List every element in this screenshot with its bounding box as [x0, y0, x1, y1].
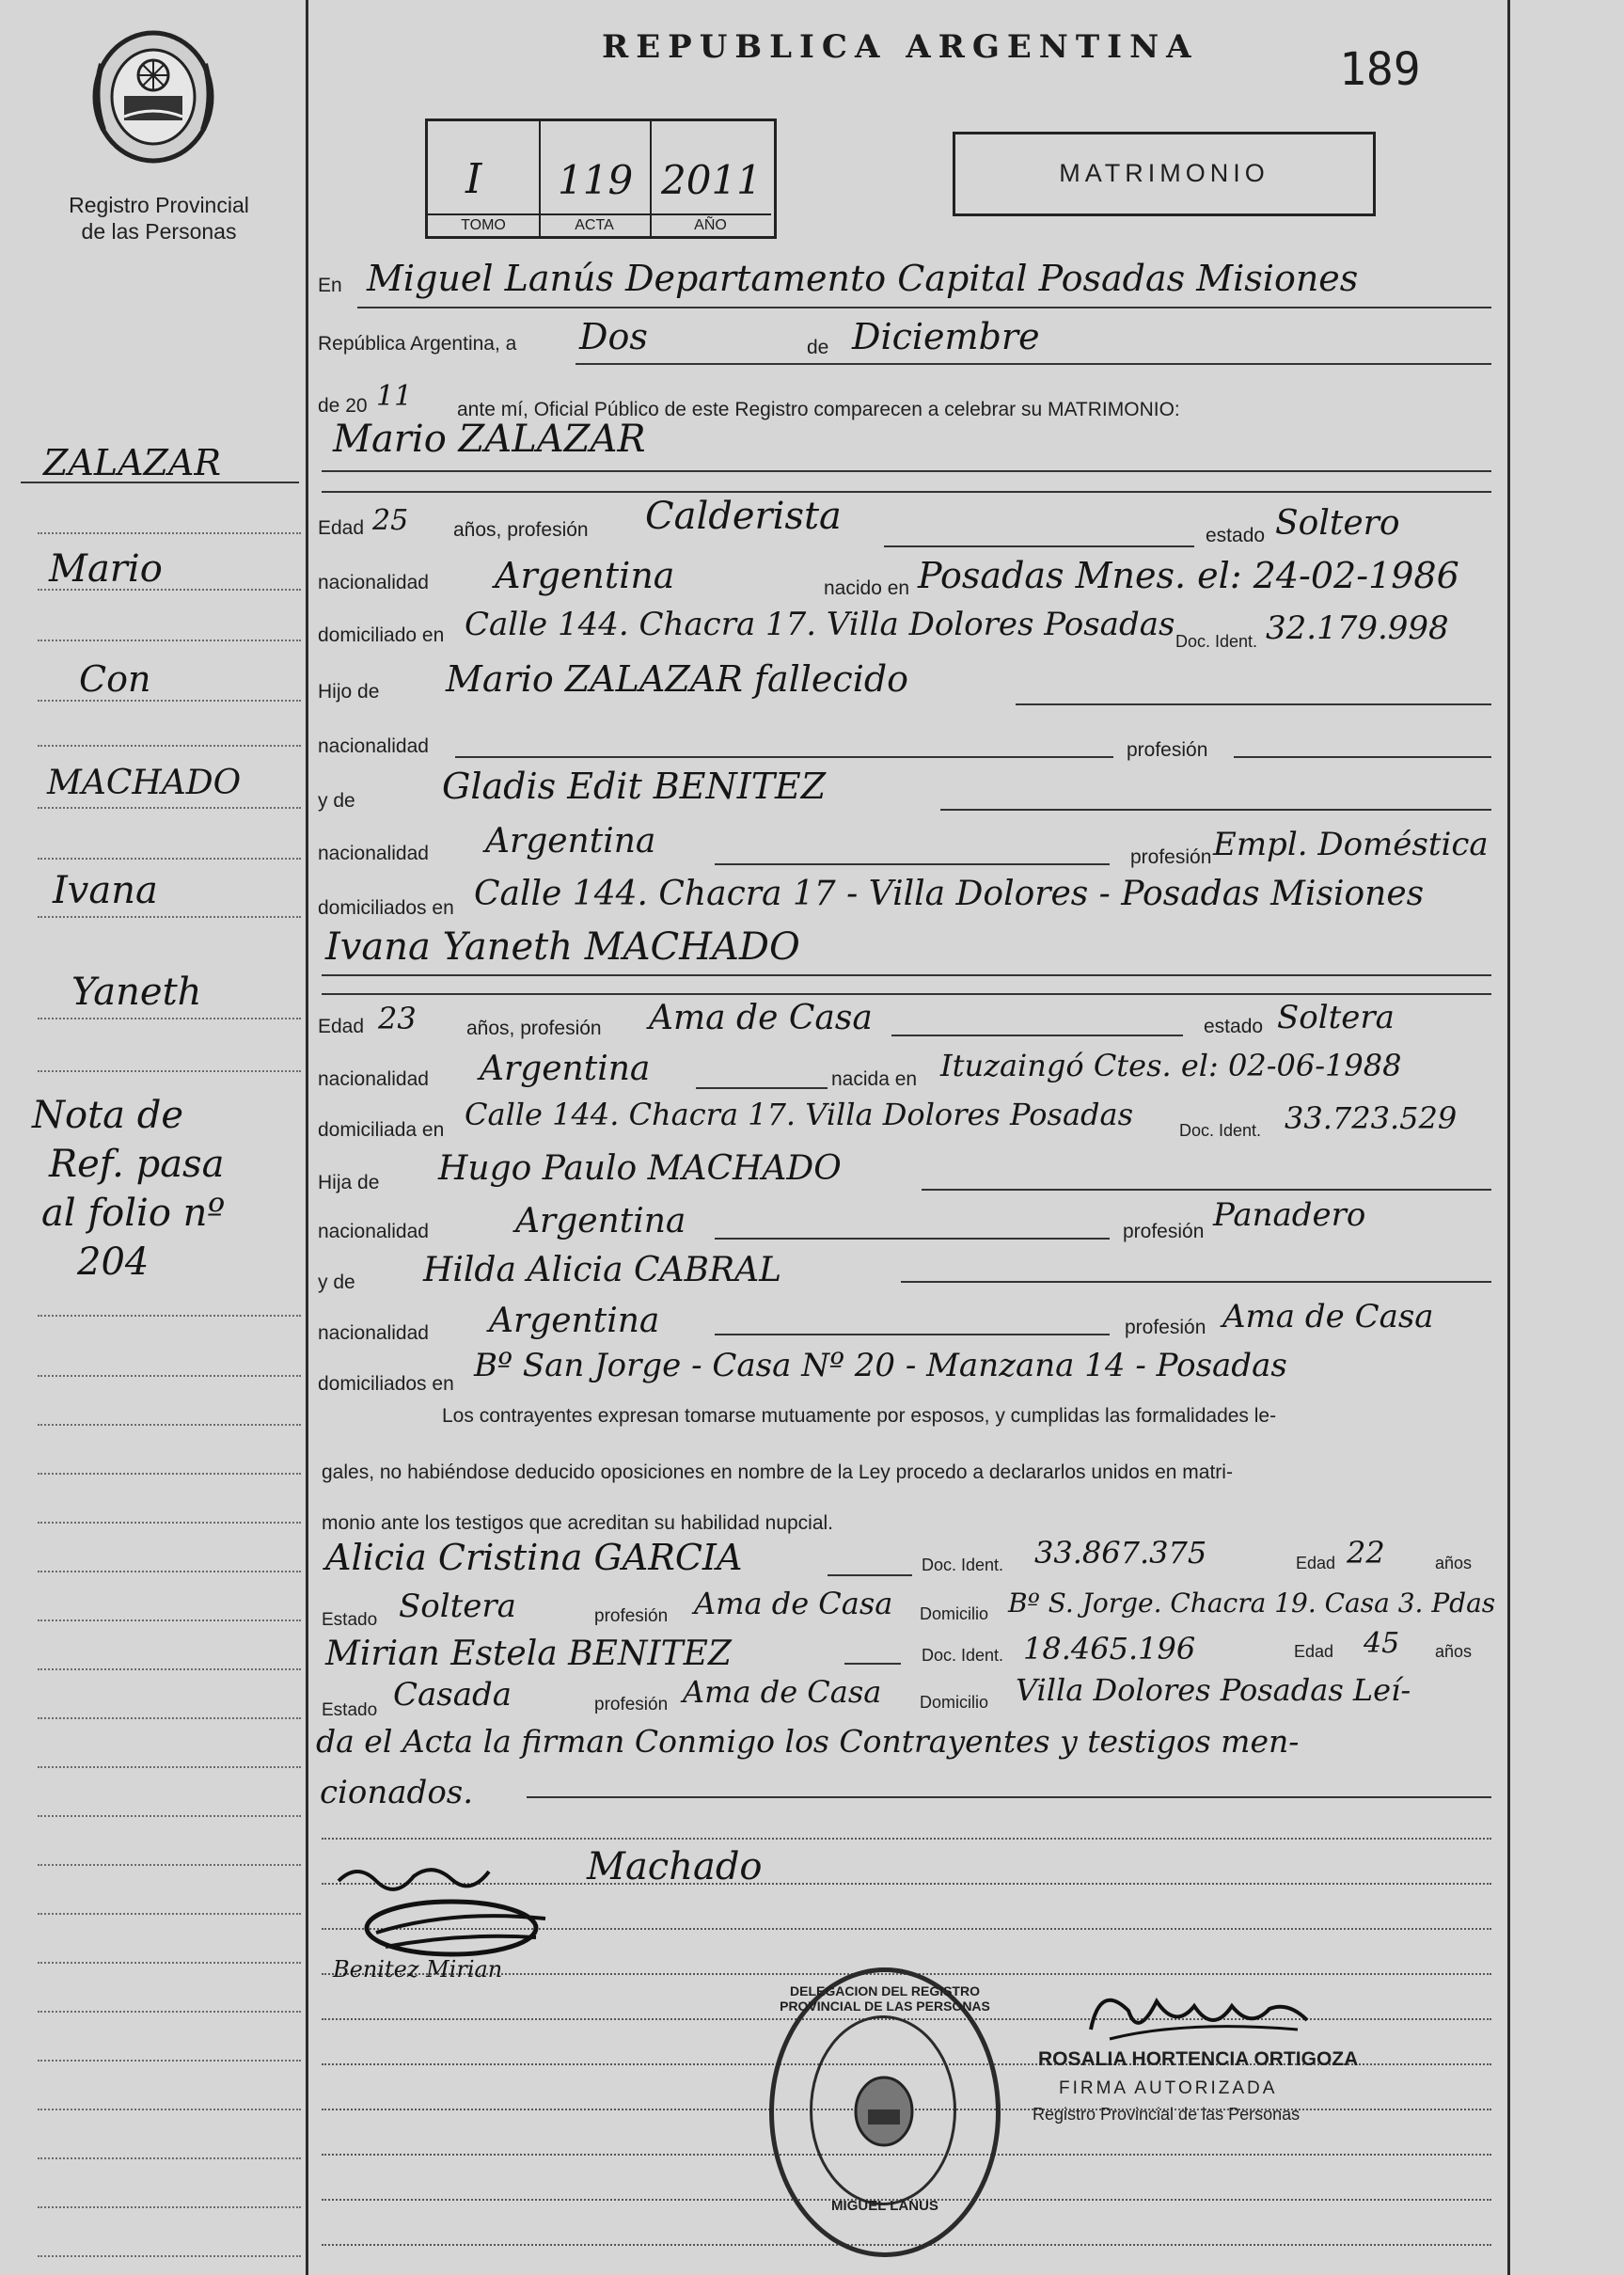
bride-father-profession: Panadero	[1213, 1196, 1366, 1234]
label-estado: Estado	[322, 1700, 378, 1720]
bride-birth: Ituzaingó Ctes. el: 02-06-1988	[940, 1048, 1402, 1083]
registry-name-line2: de las Personas	[81, 219, 237, 244]
margin-dotted-line	[38, 1668, 301, 1670]
form-line	[575, 363, 1491, 365]
margin-dotted-line	[38, 1717, 301, 1719]
groom-status: Soltero	[1275, 504, 1400, 543]
margin-dotted-line	[38, 1571, 301, 1572]
groom-mother: Gladis Edit BENITEZ	[442, 766, 827, 807]
label-doc-ident: Doc. Ident.	[922, 1556, 1004, 1574]
country-title: REPUBLICA ARGENTINA	[602, 28, 1199, 66]
form-line	[884, 545, 1194, 547]
form-line	[922, 1189, 1491, 1191]
acta-label: ACTA	[539, 213, 650, 236]
groom-name: Mario ZALAZAR	[333, 418, 646, 461]
label-estado: Estado	[322, 1610, 378, 1630]
form-line	[357, 307, 1491, 308]
bride-mother: Hilda Alicia CABRAL	[423, 1251, 781, 1289]
margin-dotted-line	[38, 1815, 301, 1817]
margin-name-groom: Mario	[49, 547, 163, 591]
label-domicilio: Domicilio	[920, 1604, 989, 1623]
label-nacionalidad: nacionalidad	[318, 1068, 429, 1090]
label-profesion: profesión	[1123, 1221, 1205, 1242]
label-edad: Edad	[318, 1016, 365, 1037]
witness1-age: 22	[1347, 1535, 1385, 1571]
label-doc-ident: Doc. Ident.	[1179, 1121, 1262, 1140]
doc-type-box	[953, 132, 1376, 216]
official-signature-icon	[1072, 1973, 1317, 2058]
label-en: En	[318, 275, 342, 296]
witness-signature: Benitez Mirian	[333, 1956, 503, 1983]
margin-note-line: Nota de	[32, 1094, 183, 1137]
label-edad: Edad	[1296, 1554, 1336, 1572]
label-y-de: y de	[318, 790, 355, 812]
margin-reference-note	[32, 1091, 225, 1287]
label-domiciliados-en: domiciliados en	[318, 1373, 454, 1395]
marriage-day: Dos	[579, 316, 648, 357]
form-line	[322, 974, 1491, 976]
stamp-place: MIGUEL LANUS	[831, 2198, 938, 2214]
bride-parents-address: Bº San Jorge - Casa Nº 20 - Manzana 14 - Posadas	[474, 1347, 1287, 1384]
margin-dotted-line	[38, 1473, 301, 1475]
bride-profession: Ama de Casa	[649, 999, 873, 1037]
label-nacionalidad: nacionalidad	[318, 843, 429, 864]
registry-name-line1: Registro Provincial	[69, 193, 249, 217]
margin-dotted-line	[38, 589, 301, 591]
label-profesion: profesión	[594, 1695, 669, 1714]
groom-profession: Calderista	[645, 495, 842, 538]
bride-signature: Machado	[587, 1845, 763, 1888]
margin-dotted-line	[38, 1619, 301, 1621]
declaration-line-2: gales, no habiéndose deducido oposiciones en nombre de la Ley procedo a declararlos unidos en matri-	[322, 1461, 1233, 1483]
form-line	[901, 1281, 1491, 1283]
marriage-year-suffix: 11	[376, 380, 413, 413]
label-anios: años	[1435, 1642, 1473, 1661]
margin-column-border	[306, 0, 308, 2275]
form-line	[527, 1796, 1491, 1798]
form-line	[715, 1334, 1110, 1335]
acta-value: 119	[558, 157, 634, 203]
stamp-emblem-icon	[851, 2074, 917, 2149]
margin-dotted-line	[38, 640, 301, 641]
doc-type-label: MATRIMONIO	[1059, 159, 1269, 187]
label-estado: estado	[1206, 525, 1266, 546]
label-hijo-de: Hijo de	[318, 681, 380, 703]
margin-dotted-line	[38, 1913, 301, 1915]
witness1-address: Bº S. Jorge. Chacra 19. Casa 3. Pdas	[1008, 1588, 1496, 1619]
form-line	[322, 993, 1491, 995]
margin-dotted-line	[38, 2060, 301, 2062]
witness1-profession: Ama de Casa	[694, 1586, 893, 1621]
form-line	[322, 491, 1491, 493]
witness1-name: Alicia Cristina GARCIA	[325, 1537, 743, 1578]
bride-father: Hugo Paulo MACHADO	[438, 1149, 842, 1188]
margin-underline	[21, 482, 299, 483]
label-estado: estado	[1204, 1016, 1264, 1037]
official-role: FIRMA AUTORIZADA	[1059, 2078, 1278, 2098]
witness1-dni: 33.867.375	[1034, 1535, 1207, 1571]
marriage-place: Miguel Lanús Departamento Capital Posadas Misiones	[367, 258, 1359, 299]
bride-name: Ivana Yaneth MACHADO	[325, 925, 800, 969]
groom-signature-icon	[329, 1843, 564, 1975]
signature-line	[322, 1838, 1491, 1840]
anio-value: 2011	[661, 157, 762, 203]
form-line	[1016, 703, 1491, 705]
label-doc-ident: Doc. Ident.	[922, 1646, 1004, 1665]
groom-dni: 32.179.998	[1266, 609, 1449, 647]
margin-name-bride: Ivana	[53, 869, 158, 912]
margin-con: Con	[79, 658, 151, 700]
margin-note-line: Ref. pasa	[49, 1143, 225, 1186]
margin-dotted-line	[38, 1375, 301, 1377]
form-line	[715, 1238, 1110, 1240]
form-line	[940, 809, 1491, 811]
witness2-address: Villa Dolores Posadas Leí-	[1016, 1672, 1411, 1708]
bride-nationality: Argentina	[480, 1050, 651, 1088]
form-line	[1234, 756, 1491, 758]
margin-dotted-line	[38, 700, 301, 702]
anio-cell	[650, 121, 771, 236]
margin-dotted-line	[38, 2206, 301, 2208]
bride-address: Calle 144. Chacra 17. Villa Dolores Posadas	[465, 1097, 1133, 1132]
margin-dotted-line	[38, 1070, 301, 1072]
margin-surname-bride: MACHADO	[47, 764, 242, 802]
label-profesion: profesión	[1127, 739, 1208, 761]
bride-mother-nationality: Argentina	[489, 1302, 660, 1340]
margin-dotted-line	[38, 745, 301, 747]
label-hija-de: Hija de	[318, 1172, 380, 1193]
bride-dni: 33.723.529	[1285, 1100, 1458, 1136]
margin-note-line: 204	[77, 1240, 150, 1284]
margin-dotted-line	[38, 1315, 301, 1317]
witness2-age: 45	[1364, 1627, 1400, 1660]
label-nacido-en: nacido en	[824, 577, 910, 599]
label-domiciliados-en: domiciliados en	[318, 897, 454, 919]
witness2-status: Casada	[393, 1676, 512, 1714]
form-line	[828, 1574, 912, 1576]
margin-dotted-line	[38, 807, 301, 809]
province-seal-icon	[83, 26, 224, 167]
form-line	[696, 1087, 828, 1089]
label-de: de	[807, 337, 829, 358]
label-ante-mi: ante mí, Oficial Público de este Registro comparecen a celebrar su MATRIMONIO:	[457, 399, 1180, 420]
label-domiciliado-en: domiciliado en	[318, 624, 445, 646]
label-nacionalidad: nacionalidad	[318, 1322, 429, 1344]
margin-dotted-line	[38, 1864, 301, 1866]
groom-nationality: Argentina	[495, 555, 675, 596]
label-y-de: y de	[318, 1272, 355, 1293]
marriage-month: Diciembre	[852, 316, 1040, 357]
label-profesion: profesión	[1125, 1317, 1206, 1338]
label-nacionalidad: nacionalidad	[318, 1221, 429, 1242]
label-anios-profesion: años, profesión	[453, 519, 589, 541]
label-doc-ident: Doc. Ident.	[1175, 632, 1258, 651]
label-domicilio: Domicilio	[920, 1693, 989, 1712]
label-anios: años	[1435, 1554, 1473, 1572]
official-org: Registro Provincial de las Personas	[1033, 2105, 1301, 2124]
margin-dotted-line	[38, 2011, 301, 2013]
registry-stamp-icon	[769, 1967, 1001, 2257]
margin-dotted-line	[38, 916, 301, 918]
witness2-dni: 18.465.196	[1023, 1631, 1196, 1667]
label-anios-profesion: años, profesión	[466, 1018, 602, 1039]
margin-dotted-line	[38, 2109, 301, 2110]
label-edad: Edad	[318, 517, 365, 539]
declaration-line-1: Los contrayentes expresan tomarse mutuamente por esposos, y cumplidas las formalidades le-	[442, 1405, 1277, 1427]
form-line	[322, 470, 1491, 472]
margin-note-line: al folio nº	[41, 1192, 226, 1235]
groom-age: 25	[372, 504, 409, 537]
margin-surname-groom: ZALAZAR	[43, 442, 221, 483]
tomo-acta-anio-box	[425, 118, 777, 239]
label-de-year: de 20	[318, 395, 368, 417]
groom-parents-address: Calle 144. Chacra 17 - Villa Dolores - Posadas Misiones	[474, 875, 1425, 913]
witness2-profession: Ama de Casa	[683, 1674, 882, 1710]
declaration-line-3: monio ante los testigos que acreditan su habilidad nupcial.	[322, 1512, 834, 1534]
tomo-label: TOMO	[428, 213, 539, 236]
groom-address: Calle 144. Chacra 17. Villa Dolores Posadas	[465, 606, 1175, 643]
anio-label: AÑO	[650, 213, 771, 236]
witness2-name: Mirian Estela BENITEZ	[325, 1635, 732, 1673]
label-profesion: profesión	[594, 1606, 669, 1626]
page-right-border	[1507, 0, 1510, 2275]
page-number: 189	[1339, 43, 1421, 96]
form-line	[891, 1035, 1183, 1036]
margin-dotted-line	[38, 2255, 301, 2257]
form-line	[715, 863, 1110, 865]
groom-mother-profession: Empl. Doméstica	[1213, 826, 1489, 863]
official-name: ROSALIA HORTENCIA ORTIGOZA	[1038, 2048, 1359, 2070]
margin-dotted-line	[38, 1962, 301, 1964]
label-edad: Edad	[1294, 1642, 1334, 1661]
form-line	[455, 756, 1113, 758]
label-nacionalidad: nacionalidad	[318, 572, 429, 593]
margin-dotted-line	[38, 1424, 301, 1426]
form-line	[844, 1663, 901, 1665]
bride-status: Soltera	[1277, 999, 1395, 1036]
bride-age: 23	[378, 1001, 417, 1036]
label-republica: República Argentina, a	[318, 333, 517, 355]
bride-father-nationality: Argentina	[515, 1202, 686, 1240]
margin-dotted-line	[38, 2157, 301, 2159]
margin-dotted-line	[38, 1522, 301, 1524]
acta-cell	[539, 121, 652, 236]
margin-dotted-line	[38, 1766, 301, 1768]
bride-mother-profession: Ama de Casa	[1222, 1298, 1434, 1335]
margin-second-name-bride: Yaneth	[71, 971, 202, 1014]
tomo-cell	[428, 121, 541, 236]
groom-birth: Posadas Mnes. el: 24-02-1986	[918, 555, 1459, 596]
label-nacida-en: nacida en	[831, 1068, 918, 1090]
stamp-text: DELEGACION DEL REGISTRO PROVINCIAL DE LAS PERSONAS	[780, 1983, 990, 2014]
witness1-status: Soltera	[399, 1588, 516, 1625]
groom-mother-nationality: Argentina	[485, 822, 656, 861]
margin-dotted-line	[38, 532, 301, 534]
closing-line-1: da el Acta la firman Conmigo los Contrayentes y testigos men-	[316, 1723, 1300, 1760]
tomo-value: I	[465, 155, 482, 203]
label-profesion: profesión	[1130, 846, 1212, 868]
margin-dotted-line	[38, 1018, 301, 1019]
margin-dotted-line	[38, 858, 301, 860]
label-nacionalidad: nacionalidad	[318, 735, 429, 757]
label-domiciliada-en: domiciliada en	[318, 1119, 445, 1141]
closing-line-2: cionados.	[320, 1774, 474, 1811]
groom-father: Mario ZALAZAR fallecido	[446, 658, 909, 700]
